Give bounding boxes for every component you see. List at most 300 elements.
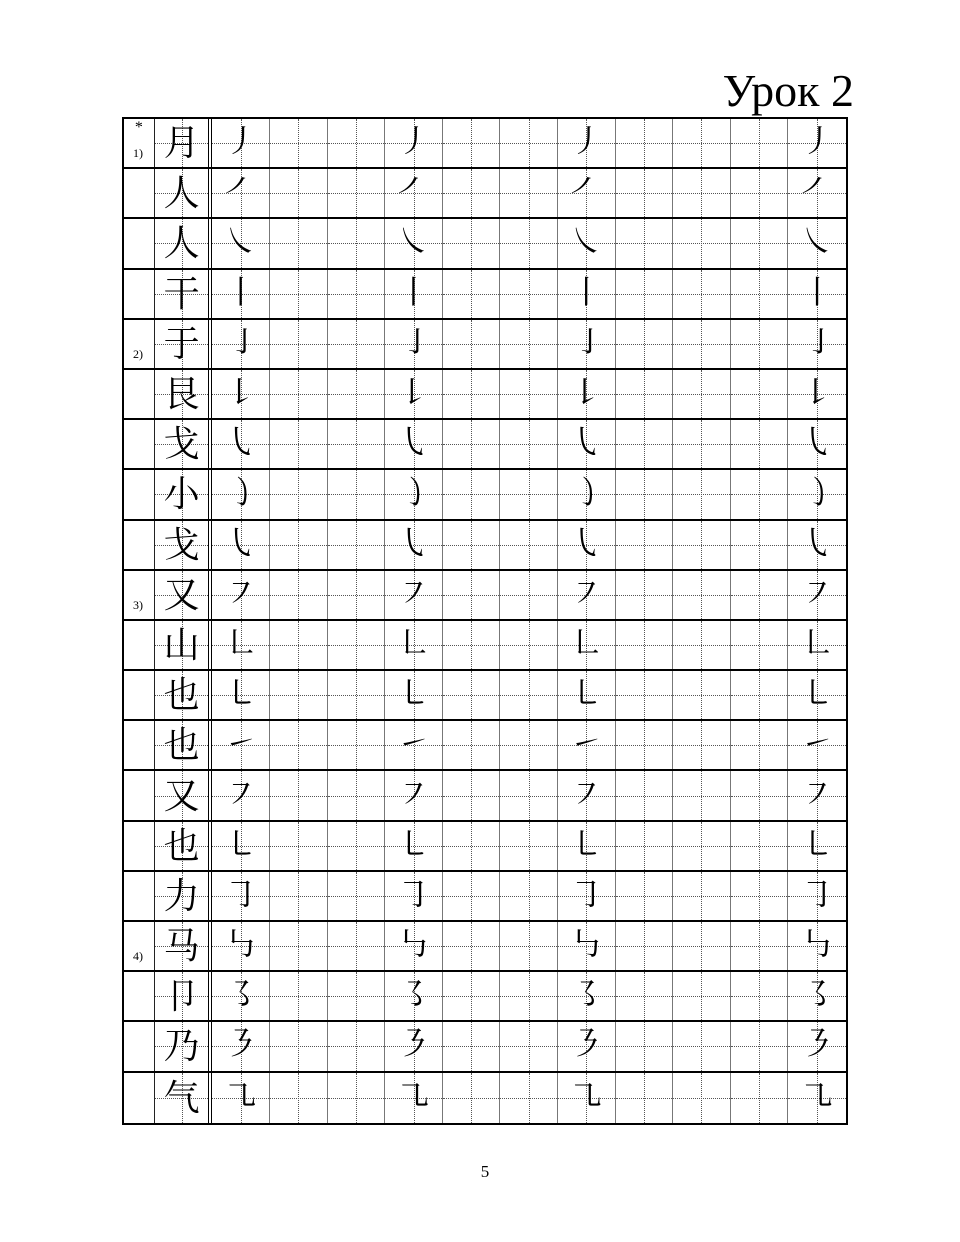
practice-cell[interactable] (500, 420, 558, 468)
practice-cell[interactable] (500, 721, 558, 769)
practice-cell[interactable] (212, 972, 270, 1020)
row-number-cell (124, 521, 155, 569)
practice-cell[interactable] (673, 370, 731, 418)
character-cell (155, 370, 213, 418)
practice-cell[interactable] (270, 219, 328, 267)
practice-cell[interactable] (788, 922, 846, 970)
practice-cell[interactable] (788, 972, 846, 1020)
practice-cell[interactable] (270, 771, 328, 819)
practice-cell[interactable] (270, 470, 328, 518)
practice-cell[interactable] (731, 320, 789, 368)
practice-cell[interactable] (673, 169, 731, 217)
row-number-cell (124, 1073, 155, 1123)
stroke-sample: ㇒ (396, 174, 431, 212)
practice-cell[interactable] (270, 119, 328, 167)
stroke-sample: ㇚ (396, 324, 431, 362)
practice-cell[interactable] (385, 621, 443, 669)
practice-cell[interactable] (212, 320, 270, 368)
worksheet-row (124, 771, 846, 821)
worksheet-row (124, 169, 846, 219)
practice-cell[interactable] (328, 119, 386, 167)
practice-cell[interactable] (328, 771, 386, 819)
practice-cell[interactable] (328, 1022, 386, 1070)
practice-cell[interactable] (212, 521, 270, 569)
practice-cell[interactable] (385, 270, 443, 318)
practice-cell[interactable] (788, 370, 846, 418)
practice-cell[interactable] (788, 270, 846, 318)
practice-cell[interactable] (558, 320, 616, 368)
practice-cell[interactable] (731, 420, 789, 468)
practice-cell[interactable] (385, 671, 443, 719)
practice-cell[interactable] (616, 771, 674, 819)
stroke-sample: ㇆ (223, 876, 258, 914)
practice-cell[interactable] (558, 721, 616, 769)
practice-cell[interactable] (788, 822, 846, 870)
practice-cell[interactable] (731, 169, 789, 217)
practice-cell[interactable] (212, 922, 270, 970)
practice-cell[interactable] (616, 922, 674, 970)
practice-cell[interactable] (443, 420, 501, 468)
practice-cell[interactable] (385, 320, 443, 368)
stroke-sample: ㇇ (800, 776, 835, 814)
practice-cell[interactable] (328, 822, 386, 870)
stroke-sample: ㇌ (800, 977, 835, 1015)
stroke-sample: ㇂ (569, 525, 604, 563)
practice-cell[interactable] (385, 872, 443, 920)
page-number: 5 (480, 1162, 490, 1181)
character-cell (155, 219, 213, 267)
row-number-cell (124, 822, 155, 870)
practice-cell[interactable] (673, 219, 731, 267)
practice-cell[interactable] (673, 320, 731, 368)
practice-cell[interactable] (558, 420, 616, 468)
practice-cell[interactable] (385, 470, 443, 518)
practice-cell[interactable] (788, 320, 846, 368)
practice-cell[interactable] (673, 721, 731, 769)
practice-cell[interactable] (212, 571, 270, 619)
practice-cell[interactable] (443, 922, 501, 970)
practice-cell[interactable] (443, 470, 501, 518)
worksheet-row (124, 571, 846, 621)
stroke-sample: ㇒ (223, 174, 258, 212)
practice-cell[interactable] (558, 219, 616, 267)
worksheet-row (124, 1073, 846, 1123)
practice-cell[interactable] (788, 621, 846, 669)
practice-cell[interactable] (731, 872, 789, 920)
row-number-cell (124, 1022, 155, 1070)
worksheet-row (124, 721, 846, 771)
practice-cell[interactable] (788, 169, 846, 217)
practice-cell[interactable] (270, 671, 328, 719)
example-character: 人 (163, 223, 200, 264)
practice-cell[interactable] (731, 521, 789, 569)
practice-cell[interactable] (788, 721, 846, 769)
practice-cell[interactable] (731, 822, 789, 870)
practice-cell[interactable] (616, 721, 674, 769)
practice-cell[interactable] (212, 872, 270, 920)
practice-cell[interactable] (731, 771, 789, 819)
practice-cell[interactable] (443, 671, 501, 719)
practice-cell[interactable] (212, 420, 270, 468)
practice-cell[interactable] (616, 219, 674, 267)
practice-cell[interactable] (328, 621, 386, 669)
group-number: 3) (133, 597, 143, 612)
row-number-cell (124, 420, 155, 468)
practice-cell[interactable] (616, 822, 674, 870)
practice-cell[interactable] (788, 671, 846, 719)
practice-cell[interactable] (270, 721, 328, 769)
practice-cell[interactable] (443, 972, 501, 1020)
stroke-sample: ㇚ (223, 324, 258, 362)
practice-cell[interactable] (443, 872, 501, 920)
worksheet-row (124, 470, 846, 520)
practice-cell[interactable] (270, 320, 328, 368)
practice-cell[interactable] (788, 771, 846, 819)
stroke-sample: ㇄ (396, 826, 431, 864)
practice-cell[interactable] (270, 922, 328, 970)
stroke-sample: ㇄ (396, 676, 431, 714)
practice-cell[interactable] (673, 270, 731, 318)
practice-cell[interactable] (731, 922, 789, 970)
character-cell (155, 621, 213, 669)
practice-cell[interactable] (558, 771, 616, 819)
practice-cell[interactable] (616, 470, 674, 518)
practice-cell[interactable] (500, 621, 558, 669)
practice-cell[interactable] (270, 420, 328, 468)
stroke-sample: ㇇ (569, 575, 604, 613)
practice-cell[interactable] (500, 671, 558, 719)
example-character: 于 (163, 323, 200, 364)
practice-cell[interactable] (558, 370, 616, 418)
practice-cell[interactable] (788, 1073, 846, 1123)
row-number-cell (124, 771, 155, 819)
practice-cell[interactable] (328, 1073, 386, 1123)
practice-cell[interactable] (328, 219, 386, 267)
row-number-cell (124, 972, 155, 1020)
practice-cell[interactable] (616, 972, 674, 1020)
practice-cell[interactable] (558, 872, 616, 920)
practice-cell[interactable] (500, 822, 558, 870)
practice-cell[interactable] (731, 219, 789, 267)
character-cell (155, 822, 213, 870)
practice-cell[interactable] (788, 420, 846, 468)
practice-cell[interactable] (212, 822, 270, 870)
practice-cell[interactable] (500, 1073, 558, 1123)
character-cell (155, 270, 213, 318)
practice-cell[interactable] (270, 521, 328, 569)
practice-cell[interactable] (270, 571, 328, 619)
practice-cell[interactable] (385, 721, 443, 769)
practice-cell[interactable] (673, 420, 731, 468)
practice-cell[interactable] (500, 1022, 558, 1070)
practice-cell[interactable] (558, 1073, 616, 1123)
practice-cell[interactable] (328, 320, 386, 368)
worksheet-row (124, 621, 846, 671)
worksheet-row (124, 320, 846, 370)
practice-cell[interactable] (443, 822, 501, 870)
practice-cell[interactable] (443, 571, 501, 619)
practice-cell[interactable] (328, 370, 386, 418)
practice-cell[interactable] (270, 1022, 328, 1070)
practice-cell[interactable] (328, 169, 386, 217)
practice-cell[interactable] (328, 521, 386, 569)
practice-cell[interactable] (616, 420, 674, 468)
practice-cell[interactable] (673, 671, 731, 719)
practice-cell[interactable] (385, 169, 443, 217)
practice-cell[interactable] (616, 370, 674, 418)
row-number-cell (124, 470, 155, 518)
practice-cell[interactable] (500, 270, 558, 318)
practice-cell[interactable] (385, 521, 443, 569)
practice-cell[interactable] (385, 972, 443, 1020)
practice-cell[interactable] (673, 1022, 731, 1070)
stroke-sample: ㇁ (569, 475, 604, 513)
practice-cell[interactable] (616, 169, 674, 217)
practice-cell[interactable] (385, 771, 443, 819)
practice-cell[interactable] (270, 270, 328, 318)
practice-cell[interactable] (673, 822, 731, 870)
stroke-sample: ㇀ (569, 726, 604, 764)
practice-cell[interactable] (558, 922, 616, 970)
stroke-sample: ㇉ (396, 927, 431, 965)
practice-cell[interactable] (212, 1022, 270, 1070)
practice-cell[interactable] (443, 320, 501, 368)
practice-cell[interactable] (328, 972, 386, 1020)
practice-cell[interactable] (558, 521, 616, 569)
practice-cell[interactable] (385, 420, 443, 468)
practice-cell[interactable] (558, 270, 616, 318)
practice-cell[interactable] (270, 1073, 328, 1123)
stroke-sample: ㇋ (569, 1027, 604, 1065)
practice-cell[interactable] (212, 1073, 270, 1123)
practice-cell[interactable] (673, 621, 731, 669)
practice-cell[interactable] (212, 370, 270, 418)
stroke-sample: ㇚ (569, 324, 604, 362)
group-number: 2) (133, 346, 143, 361)
practice-cell[interactable] (673, 771, 731, 819)
practice-cell[interactable] (616, 872, 674, 920)
practice-cell[interactable] (731, 470, 789, 518)
stroke-sample: ㇓ (569, 124, 604, 162)
practice-cell[interactable] (731, 270, 789, 318)
example-character: 艮 (163, 374, 200, 415)
practice-cell[interactable] (443, 169, 501, 217)
practice-cell[interactable] (616, 320, 674, 368)
example-character: 人 (163, 173, 200, 214)
practice-cell[interactable] (788, 219, 846, 267)
practice-cell[interactable] (328, 420, 386, 468)
practice-cell[interactable] (500, 119, 558, 167)
stroke-sample: ㇄ (569, 676, 604, 714)
stroke-sample: ㇄ (800, 826, 835, 864)
stroke-sample: ㇇ (223, 575, 258, 613)
row-number-cell (124, 621, 155, 669)
practice-cell[interactable] (673, 972, 731, 1020)
practice-cell[interactable] (788, 571, 846, 619)
practice-cell[interactable] (212, 119, 270, 167)
stroke-sample: ㇈ (800, 1078, 835, 1116)
practice-cell[interactable] (443, 771, 501, 819)
practice-cell[interactable] (500, 922, 558, 970)
practice-cell[interactable] (443, 219, 501, 267)
row-number-cell (124, 119, 155, 167)
practice-cell[interactable] (731, 119, 789, 167)
practice-cell[interactable] (558, 571, 616, 619)
practice-cell[interactable] (731, 972, 789, 1020)
character-cell (155, 1022, 213, 1070)
practice-cell[interactable] (731, 721, 789, 769)
practice-cell[interactable] (212, 721, 270, 769)
practice-cell[interactable] (673, 1073, 731, 1123)
practice-cell[interactable] (443, 1073, 501, 1123)
row-number-cell (124, 671, 155, 719)
practice-cell[interactable] (385, 571, 443, 619)
stroke-sample: ㇚ (800, 324, 835, 362)
practice-cell[interactable] (788, 470, 846, 518)
practice-cell[interactable] (500, 470, 558, 518)
practice-cell[interactable] (443, 521, 501, 569)
stroke-sample: ㇑ (569, 274, 604, 312)
practice-cell[interactable] (443, 119, 501, 167)
practice-cell[interactable] (270, 169, 328, 217)
practice-cell[interactable] (500, 219, 558, 267)
practice-cell[interactable] (212, 671, 270, 719)
practice-cell[interactable] (500, 521, 558, 569)
practice-cell[interactable] (558, 671, 616, 719)
practice-cell[interactable] (731, 571, 789, 619)
row-number-cell (124, 219, 155, 267)
practice-cell[interactable] (443, 1022, 501, 1070)
practice-cell[interactable] (212, 470, 270, 518)
practice-cell[interactable] (558, 822, 616, 870)
practice-cell[interactable] (788, 1022, 846, 1070)
practice-cell[interactable] (328, 470, 386, 518)
practice-cell[interactable] (500, 771, 558, 819)
practice-cell[interactable] (443, 370, 501, 418)
practice-cell[interactable] (500, 169, 558, 217)
practice-cell[interactable] (443, 721, 501, 769)
practice-cell[interactable] (443, 270, 501, 318)
worksheet-row (124, 420, 846, 470)
practice-cell[interactable] (673, 872, 731, 920)
group-number: 4) (133, 949, 143, 964)
stroke-sample: ㇇ (800, 575, 835, 613)
practice-cell[interactable] (328, 721, 386, 769)
practice-cell[interactable] (212, 169, 270, 217)
practice-cell[interactable] (558, 470, 616, 518)
practice-cell[interactable] (212, 219, 270, 267)
practice-cell[interactable] (385, 922, 443, 970)
worksheet-row (124, 370, 846, 420)
practice-cell[interactable] (616, 1073, 674, 1123)
practice-cell[interactable] (500, 571, 558, 619)
row-number-cell (124, 320, 155, 368)
example-character: 戈 (163, 424, 200, 465)
practice-cell[interactable] (616, 119, 674, 167)
practice-cell[interactable] (616, 1022, 674, 1070)
practice-cell[interactable] (212, 270, 270, 318)
practice-cell[interactable] (616, 270, 674, 318)
practice-cell[interactable] (731, 1073, 789, 1123)
practice-cell[interactable] (270, 621, 328, 669)
practice-cell[interactable] (270, 872, 328, 920)
practice-cell[interactable] (558, 119, 616, 167)
practice-cell[interactable] (385, 219, 443, 267)
practice-cell[interactable] (673, 571, 731, 619)
stroke-sample: ㇇ (396, 776, 431, 814)
stroke-sample: ㇂ (223, 425, 258, 463)
practice-cell[interactable] (385, 822, 443, 870)
practice-cell[interactable] (328, 671, 386, 719)
practice-cell[interactable] (385, 370, 443, 418)
stroke-sample: ㇏ (223, 224, 258, 262)
practice-cell[interactable] (500, 972, 558, 1020)
practice-cell[interactable] (558, 1022, 616, 1070)
practice-cell[interactable] (788, 872, 846, 920)
practice-cell[interactable] (673, 119, 731, 167)
example-character: 乃 (163, 1026, 200, 1067)
example-character: 又 (163, 574, 200, 615)
practice-cell[interactable] (788, 521, 846, 569)
character-cell (155, 169, 213, 217)
worksheet-row (124, 671, 846, 721)
practice-cell[interactable] (616, 621, 674, 669)
practice-cell[interactable] (443, 621, 501, 669)
practice-cell[interactable] (328, 872, 386, 920)
stroke-sample: ㇙ (569, 375, 604, 413)
practice-cell[interactable] (270, 972, 328, 1020)
example-character: 小 (163, 474, 200, 515)
practice-cell[interactable] (673, 521, 731, 569)
practice-cell[interactable] (788, 119, 846, 167)
practice-cell[interactable] (500, 370, 558, 418)
practice-cell[interactable] (385, 119, 443, 167)
practice-cell[interactable] (616, 571, 674, 619)
practice-cell[interactable] (328, 270, 386, 318)
practice-cell[interactable] (673, 470, 731, 518)
practice-cell[interactable] (500, 320, 558, 368)
example-character: 马 (163, 926, 200, 967)
practice-cell[interactable] (558, 972, 616, 1020)
practice-cell[interactable] (673, 922, 731, 970)
stroke-sample: ㇌ (396, 977, 431, 1015)
practice-cell[interactable] (731, 370, 789, 418)
worksheet-row (124, 521, 846, 571)
practice-cell[interactable] (500, 872, 558, 920)
practice-cell[interactable] (328, 922, 386, 970)
stroke-sample: ㇗ (396, 625, 431, 663)
practice-cell[interactable] (270, 370, 328, 418)
practice-cell[interactable] (616, 521, 674, 569)
stroke-sample: ㇉ (223, 927, 258, 965)
practice-cell[interactable] (731, 621, 789, 669)
example-character: 月 (163, 123, 200, 164)
practice-cell[interactable] (731, 1022, 789, 1070)
stroke-sample: ㇏ (800, 224, 835, 262)
practice-cell[interactable] (328, 571, 386, 619)
practice-cell[interactable] (731, 671, 789, 719)
practice-cell[interactable] (385, 1073, 443, 1123)
practice-cell[interactable] (558, 621, 616, 669)
practice-cell[interactable] (270, 822, 328, 870)
practice-cell[interactable] (212, 771, 270, 819)
practice-cell[interactable] (616, 671, 674, 719)
practice-cell[interactable] (558, 169, 616, 217)
practice-cell[interactable] (212, 621, 270, 669)
practice-cell[interactable] (385, 1022, 443, 1070)
stroke-sample: ㇀ (800, 726, 835, 764)
row-number-cell (124, 571, 155, 619)
